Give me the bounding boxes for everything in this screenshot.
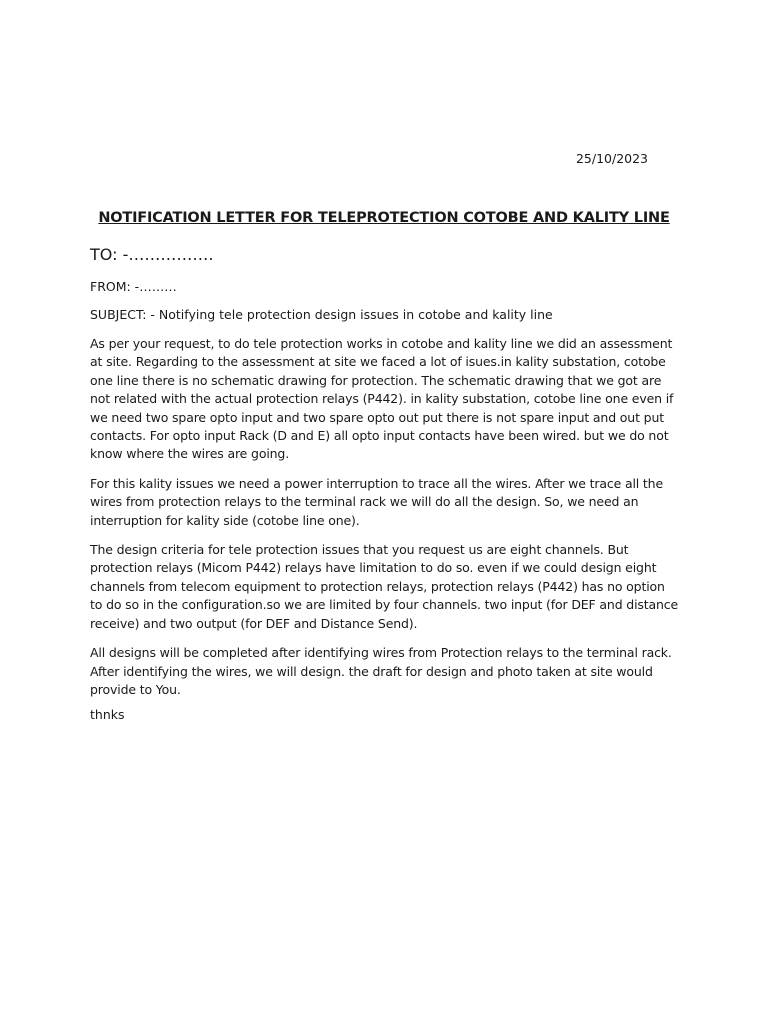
body-paragraph-4: All designs will be completed after identifying wires from Protection relays to the terminal rack. After identifying the wires, we will design. the draft for design and photo taken at site would provide to You.	[90, 645, 672, 697]
subject-line: SUBJECT: - Notifying tele protection design issues in cotobe and kality line	[90, 307, 553, 322]
letter-title: NOTIFICATION LETTER FOR TELEPROTECTION COTOBE AND KALITY LINE	[98, 210, 670, 226]
body-paragraph-3: The design criteria for tele protection issues that you request us are eight channels. But protection relays (Micom P442) relays have limitation to do so. even if we could design eight channels from telecom equipment to protection relays, protection relays (P442) has no option to do so in the configuration.so we are limited by four channels. two input (for DEF and distance receive) and two output (for DEF and Distance Send).	[90, 542, 679, 631]
body-paragraph-2: For this kality issues we need a power interruption to trace all the wires. After we trace all the wires from protection relays to the terminal rack we will do all the design. So, we need an interruption for kality side (cotobe line one).	[90, 475, 663, 528]
body-paragraph-1: As per your request, to do tele protection works in cotobe and kality line we did an assessment at site. Regarding to the assessment at site we faced a lot of isues.in kality substation, cotobe one line there is no schematic drawing for protection. The schematic drawing that we got are not related with the actual protection relays (P442). in kality substation, cotobe line one even if we need two spare opto input and two spare opto out put there is not spare input and out put contacts. For opto input Rack (D and E) all opto input contacts have been wired. but we do not know where the wires are going.	[90, 336, 674, 462]
letter-closing: thnks	[90, 707, 125, 722]
letter-body	[90, 335, 680, 710]
recipient-line: TO: -…………….	[90, 245, 214, 264]
letter-date: 25/10/2023	[575, 151, 648, 166]
sender-line: FROM: -………	[90, 279, 177, 294]
